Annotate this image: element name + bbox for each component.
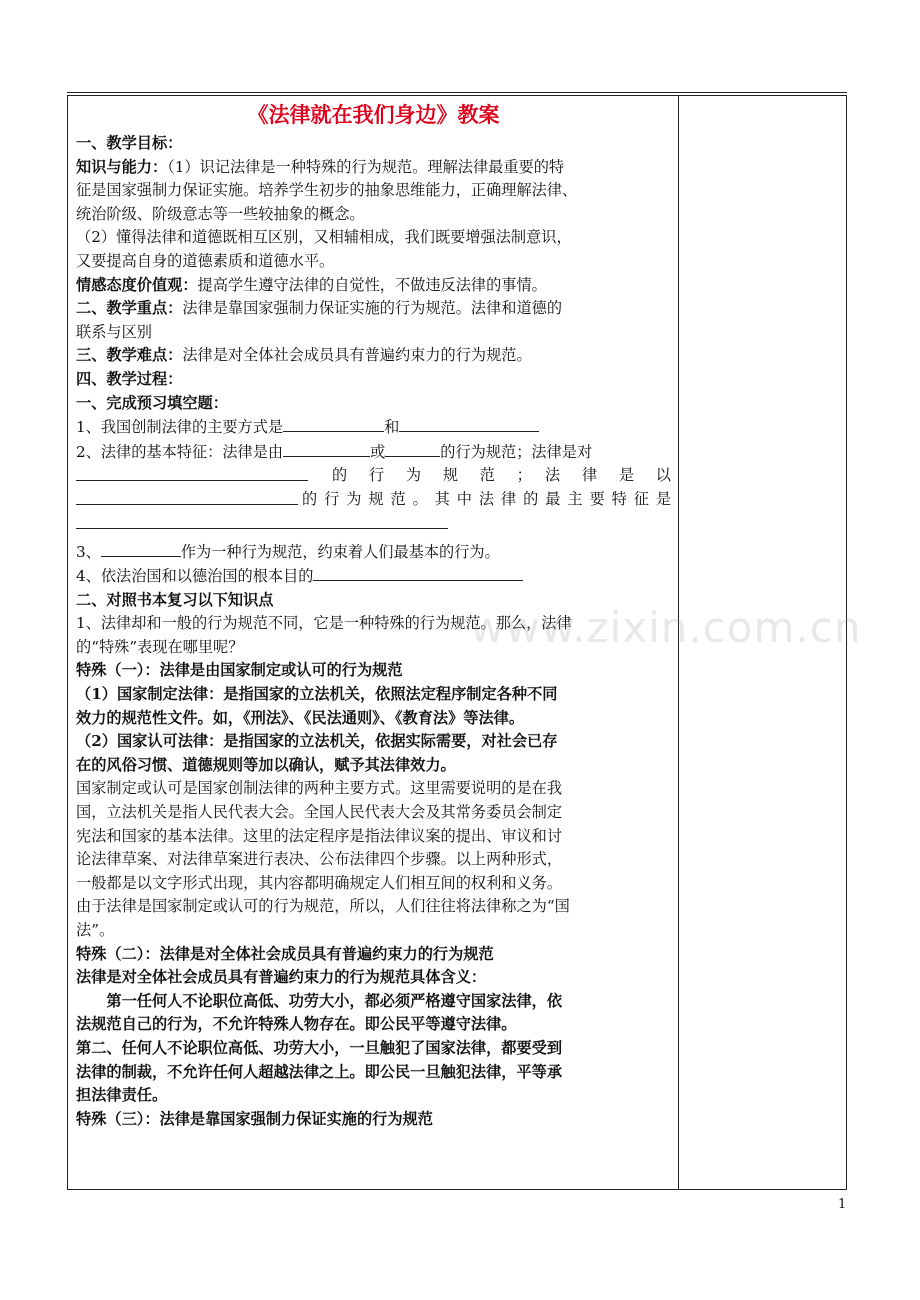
blank-field[interactable] [313, 564, 523, 581]
special-1-para-line-2: 国，立法机关是指人民代表大会。全国人民代表大会及其常务委员会制定 [76, 803, 562, 822]
key-point-label: 二、教学重点： [76, 299, 183, 318]
difficulty-line [76, 344, 671, 368]
question-2-line-1 [76, 440, 671, 465]
special-1-a-line-1: （1）国家制定法律：是指国家的立法机关，依照法定程序制定各种不同 [76, 685, 558, 704]
special-2-subheading: 法律是对全体社会成员具有普遍约束力的行为规范具体含义： [76, 968, 487, 987]
question-1-text: 1、我国创制法律的主要方式是 [76, 418, 284, 437]
special-1-para-line-4: 论法律草案、对法律草案进行表决、公布法律四个步骤。以上两种形式， [76, 850, 562, 869]
question-4-text: 4、依法治国和以德治国的根本目的 [76, 567, 314, 586]
question-2-line-4 [76, 512, 671, 540]
knowledge-ability-line-2: 征是国家强制力保证实施。培养学生初步的抽象思维能力，正确理解法律、 [76, 181, 578, 200]
review-heading: 二、对照书本复习以下知识点 [76, 590, 274, 609]
knowledge-ability-line-3: 统治阶级、阶级意志等一些较抽象的概念。 [76, 204, 365, 223]
key-point-text-1: 法律是靠国家强制力保证实施的行为规范。法律和道德的 [182, 299, 562, 318]
special-1-para-line-1: 国家制定或认可是国家创制法律的两种主要方式。这里需要说明的是在我 [76, 779, 562, 798]
special-1-para-line-5: 一般都是以文字形式出现，其内容都明确规定人们相互间的权利和义务。 [76, 873, 562, 892]
question-2-line-2 [76, 464, 671, 488]
question-1-and: 和 [384, 418, 400, 437]
point-2-line-2: 又要提高自身的道德素质和道德水平。 [76, 251, 335, 270]
blank-field[interactable] [385, 440, 440, 457]
question-2-text-a: 2、法律的基本特征：法律是由 [76, 442, 284, 461]
difficulty-text: 法律是对全体社会成员具有普遍约束力的行为规范。 [182, 346, 532, 365]
special-1-b-line-2: 在的风俗习惯、道德规则等加以确认，赋予其法律效力。 [76, 755, 456, 774]
special-2-heading: 特殊（二）：法律是对全体社会成员具有普遍约束力的行为规范 [76, 944, 494, 963]
section-objectives-heading: 一、教学目标： [76, 134, 183, 152]
review-1-line-2: 的“特殊”表现在哪里呢？ [76, 637, 244, 656]
watermark: www.zixin.com.cn [470, 603, 862, 652]
section-process-heading: 四、教学过程： [76, 369, 183, 388]
knowledge-ability-text-1: （1）识记法律是一种特殊的行为规范。理解法律最重要的特 [167, 157, 565, 176]
question-2-text-c: 的行为规范；法律是对 [440, 442, 593, 461]
blank-field[interactable] [101, 540, 181, 557]
blank-field[interactable] [76, 488, 298, 505]
key-point-line-1 [76, 297, 671, 321]
special-1-para-line-3: 宪法和国家的基本法律。这里的法定程序是指法律议案的提出、审议和讨 [76, 826, 562, 845]
emotion-values-text: 提高学生遵守法律的自觉性，不做违反法律的事情。 [197, 275, 547, 294]
blank-field[interactable] [283, 440, 370, 457]
page-number: 1 [838, 1197, 847, 1212]
special-2-second-line-1: 第二、任何人不论职位高低、功劳大小，一旦触犯了国家法律，都要受到 [76, 1038, 562, 1057]
blank-field[interactable] [399, 415, 539, 432]
special-1-para-line-6: 由于法律是国家制定或认可的行为规范，所以，人们往往将法律称之为“国 [76, 897, 570, 916]
special-1-heading: 特殊（一）：法律是由国家制定或认可的行为规范 [76, 661, 403, 680]
top-rule [67, 92, 847, 93]
special-2-first-line-1: 第一任何人不论职位高低、功劳大小，都必须严格遵守国家法律，依 [106, 991, 563, 1010]
question-2-line-3 [76, 488, 671, 512]
special-1-b-line-1: （2）国家认可法律：是指国家的立法机关，依据实际需要，对社会已存 [76, 732, 558, 751]
question-3-text-a: 3、 [76, 542, 101, 561]
blank-field[interactable] [76, 512, 448, 529]
special-3-heading: 特殊（三）：法律是靠国家强制力保证实施的行为规范 [76, 1109, 433, 1128]
knowledge-ability-label: 知识与能力： [76, 157, 168, 176]
blank-field[interactable] [76, 464, 308, 481]
question-1 [76, 415, 671, 440]
question-2-text-b: 或 [370, 442, 386, 461]
question-3-text-b: 作为一种行为规范，约束着人们最基本的行为。 [180, 542, 500, 561]
special-1-a-line-2: 效力的规范性文件。如，《刑法》、《民法通则》、《教育法》等法律。 [76, 708, 525, 727]
question-2-text-d: 的 行 为 规 范 ； 法 律 是 以 [332, 466, 671, 485]
knowledge-ability-line-1 [76, 156, 671, 180]
question-4 [76, 564, 671, 589]
point-2-line-1: （2）懂得法律和道德既相互区别，又相辅相成，我们既要增强法制意识， [76, 228, 572, 247]
special-2-first-line-2: 法规范自己的行为，不允许特殊人物存在。即公民平等遵守法律。 [76, 1015, 517, 1034]
blank-field[interactable] [283, 415, 384, 432]
document-title: 《法律就在我们身边》教案 [247, 102, 500, 127]
question-3 [76, 540, 671, 565]
review-1-line-1: 1、法律却和一般的行为规范不同，它是一种特殊的行为规范。那么，法律 [76, 614, 572, 633]
special-1-para-line-7: 法”。 [76, 921, 115, 939]
special-2-second-line-3: 担法律责任。 [76, 1086, 168, 1105]
difficulty-label: 三、教学难点： [76, 346, 183, 365]
preview-heading: 一、完成预习填空题： [76, 393, 228, 412]
emotion-values-line [76, 274, 671, 298]
key-point-line-2: 联系与区别 [76, 322, 152, 341]
emotion-values-label: 情感态度价值观： [76, 275, 198, 294]
question-2-text-e: 的行为规范。其中法律的最主要特征是 [302, 489, 671, 508]
special-2-second-line-2: 法律的制裁，不允许任何人超越法律之上。即公民一旦触犯法律，平等承 [76, 1062, 562, 1081]
